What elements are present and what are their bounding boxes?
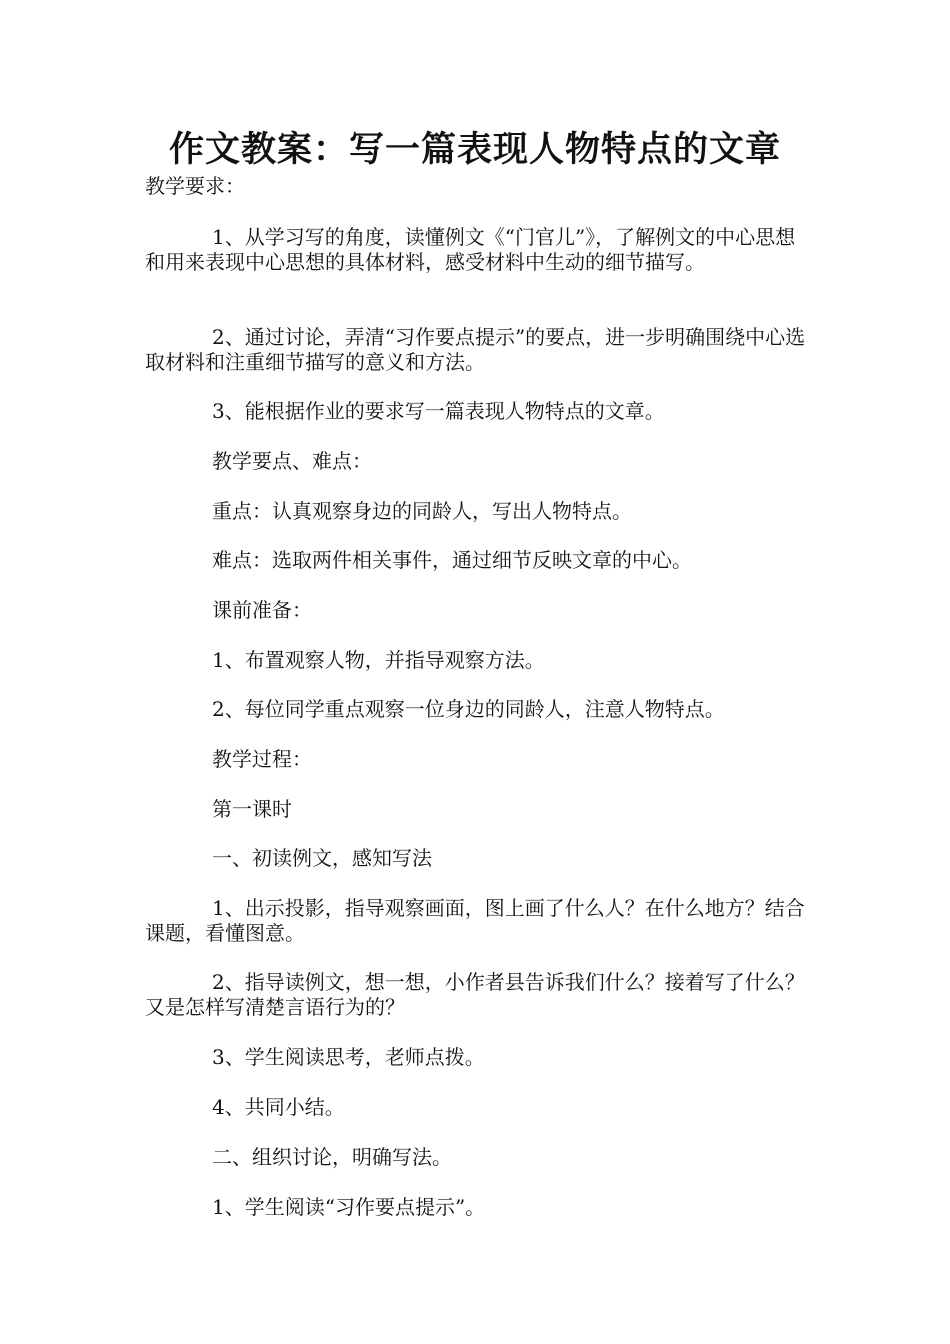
- paragraph: 1、学生阅读“习作要点提示”。: [212, 1195, 486, 1219]
- paragraph: 2、通过讨论，弄清“习作要点提示”的要点，进一步明确围绕中心选取材料和注重细节描写的意义和方法。: [145, 325, 806, 374]
- step-heading: 二、组织讨论，明确写法。: [212, 1145, 452, 1169]
- section-heading-preparation: 课前准备：: [212, 598, 312, 622]
- section-heading-process: 教学过程：: [212, 747, 312, 771]
- paragraph: 1、从学习写的角度，读懂例文《“门官儿”》，了解例文的中心思想和用来表现中心思想的具体材料，感受材料中生动的细节描写。: [145, 225, 796, 274]
- paragraph: 3、能根据作业的要求写一篇表现人物特点的文章。: [212, 399, 665, 423]
- section-heading-requirements: 教学要求：: [145, 174, 245, 198]
- paragraph: 2、指导读例文，想一想，小作者县告诉我们什么？接着写了什么？又是怎样写清楚言语行为的？: [145, 970, 805, 1019]
- section-heading-key-points: 教学要点、难点：: [212, 449, 372, 473]
- lesson-heading: 第一课时: [212, 797, 292, 821]
- paragraph: 3、学生阅读思考，老师点拨。: [212, 1045, 485, 1069]
- step-heading: 一、初读例文，感知写法: [212, 846, 432, 870]
- paragraph: 1、出示投影，指导观察画面，图上画了什么人？在什么地方？结合课题，看懂图意。: [145, 896, 805, 945]
- paragraph: 4、共同小结。: [212, 1095, 345, 1119]
- paragraph: 2、每位同学重点观察一位身边的同龄人，注意人物特点。: [212, 697, 725, 721]
- paragraph: 1、布置观察人物，并指导观察方法。: [212, 648, 545, 672]
- paragraph: 难点：选取两件相关事件，通过细节反映文章的中心。: [212, 548, 692, 572]
- paragraph: 重点：认真观察身边的同龄人，写出人物特点。: [212, 499, 632, 523]
- document-title: 作文教案：写一篇表现人物特点的文章: [168, 129, 781, 170]
